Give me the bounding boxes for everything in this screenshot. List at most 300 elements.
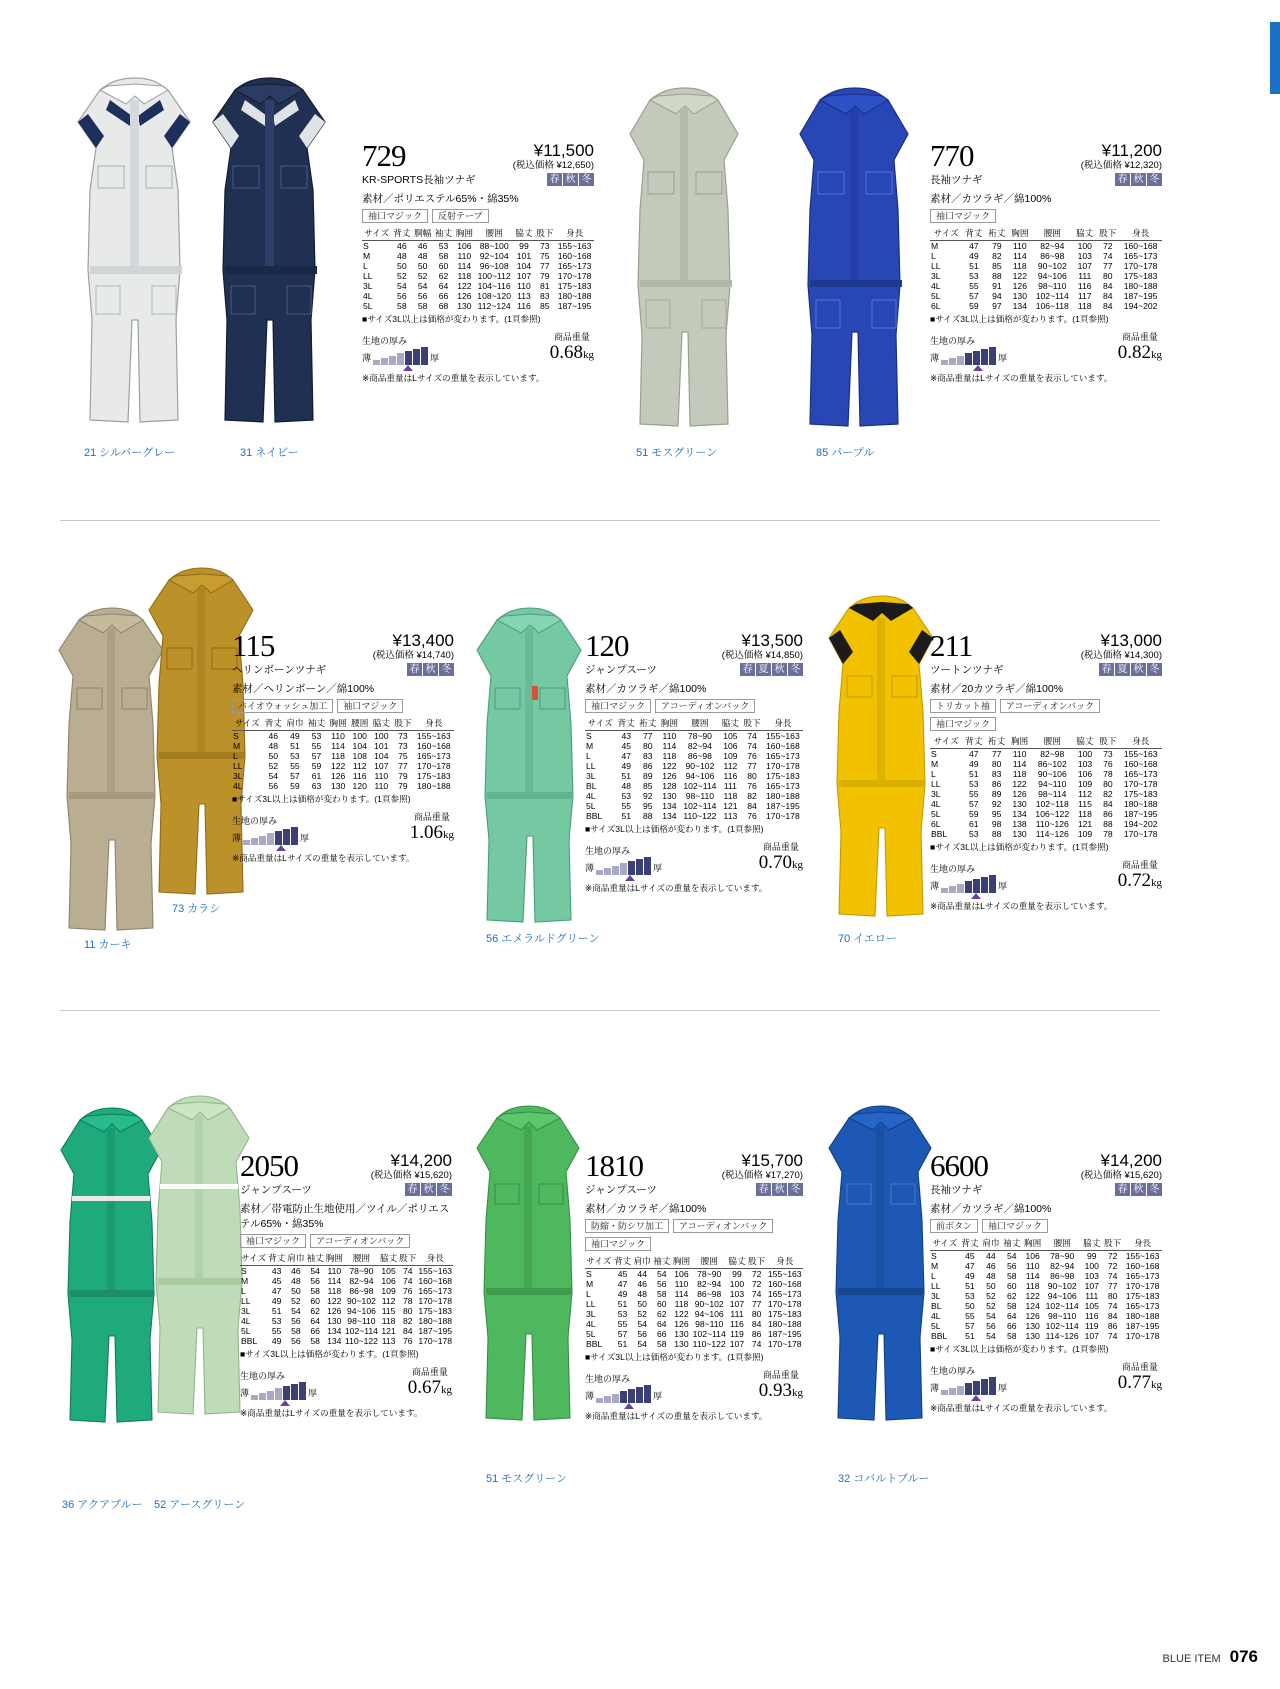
product-price: ¥14,200 [1100, 1151, 1162, 1170]
size-table-body [232, 731, 454, 792]
size-table-body [930, 1251, 1162, 1342]
table-cell: 95 [991, 809, 1002, 819]
product-material: 素材／カツラギ／綿100% [585, 1203, 707, 1215]
table-cell: 118 [457, 271, 472, 281]
season-badge: 秋 [772, 1183, 787, 1196]
col-head: 背丈 [262, 717, 284, 731]
table-cell: 55 [965, 1311, 975, 1321]
table-row [240, 1316, 453, 1326]
table-cell: 107 [516, 271, 532, 281]
table-cell: 160~168 [417, 741, 451, 751]
table-row [930, 759, 1162, 769]
thickness-bar [644, 857, 651, 875]
table-cell: 98~110 [1048, 1311, 1077, 1321]
color-caption: 70 イエロー [838, 933, 897, 945]
table-cell: 118 [1078, 809, 1092, 819]
thin-label: 薄 [585, 1391, 595, 1401]
season-badge: 秋 [563, 173, 578, 186]
table-cell: 83 [540, 291, 550, 301]
table-cell: 62 [438, 271, 449, 281]
product-name: ジャンプスーツ [240, 1184, 312, 1196]
table-row [362, 281, 594, 291]
product-price-incl: (税込価格 ¥12,320) [1080, 160, 1162, 171]
table-cell: 84 [1102, 281, 1113, 291]
product-photo-770-moss [620, 80, 750, 440]
table-cell: BBL [241, 1336, 258, 1346]
product-price: ¥13,500 [741, 631, 803, 650]
product-price: ¥11,500 [533, 141, 594, 160]
feature-tags [930, 209, 1162, 223]
thickness-bar [628, 1389, 635, 1403]
table-cell: 94~106 [1037, 271, 1067, 281]
table-row [240, 1266, 453, 1277]
table-cell: 118 [1077, 301, 1092, 311]
table-cell: 86~98 [697, 1289, 722, 1299]
page-number: 076 [1229, 1647, 1258, 1666]
product-material: 素材／カツラギ／綿100% [930, 193, 1052, 205]
table-cell: 56 [1006, 1261, 1017, 1271]
table-row [585, 731, 803, 742]
season-badge: 秋 [1131, 173, 1146, 186]
weight-label: 商品重量 [413, 812, 450, 822]
product-code: 770 [930, 138, 974, 173]
table-cell: 84 [1102, 291, 1113, 301]
season-badge: 冬 [437, 1183, 452, 1196]
thickness-bar [612, 866, 619, 875]
table-cell: 187~195 [767, 1329, 802, 1339]
table-cell: 50 [965, 1301, 975, 1311]
table-cell: 121 [1077, 819, 1093, 829]
thickness-bar [989, 875, 996, 893]
table-cell: 56 [986, 1321, 996, 1331]
size-note: ■サイズ3L以上は価格が変わります。(1頁参照) [232, 794, 411, 804]
table-row [930, 799, 1162, 809]
table-cell: 165~173 [418, 1286, 453, 1296]
table-cell: M [931, 759, 939, 769]
table-cell: 175~183 [418, 1306, 453, 1316]
thickness-bar [981, 1379, 988, 1395]
table-cell: 56 [268, 781, 279, 791]
table-cell: 77 [1102, 261, 1113, 271]
col-head: サイズ [585, 1255, 613, 1269]
table-cell: 56 [397, 291, 407, 301]
table-cell: 53 [290, 751, 300, 761]
thickness-marker [280, 1400, 290, 1406]
weight-value: 0.70kg [758, 852, 803, 873]
weight-note: ※商品重量はLサイズの重量を表示しています。 [585, 883, 768, 893]
table-cell: 79 [992, 241, 1002, 251]
table-cell: 50 [268, 751, 279, 761]
table-cell: 98~110 [685, 791, 715, 801]
season-badge: 春 [405, 1183, 420, 1196]
weight-note: ※商品重量はLサイズの重量を表示しています。 [930, 373, 1113, 383]
table-cell: 43 [621, 731, 632, 741]
table-cell: 102~114 [344, 1326, 378, 1336]
col-head: 股下 [747, 1255, 767, 1269]
col-head: サイズ [585, 717, 615, 731]
table-cell: 115 [1078, 799, 1092, 809]
feature-tag: 袖口マジック [982, 1219, 1048, 1233]
table-cell: 4L [931, 1311, 941, 1321]
feature-tag: 防縮・防シワ加工 [585, 1219, 669, 1233]
product-code: 6600 [930, 1148, 988, 1183]
table-cell: 187~195 [1123, 809, 1158, 819]
thick-label: 厚 [653, 1391, 663, 1401]
thickness-bar [251, 838, 258, 845]
table-row [930, 789, 1162, 799]
thickness-bar [283, 829, 290, 845]
size-table [930, 1237, 1162, 1341]
table-cell: 55 [290, 761, 300, 771]
table-cell: 52 [397, 271, 407, 281]
col-head: 背丈 [962, 735, 985, 749]
product-code: 1810 [585, 1148, 643, 1183]
table-cell: 50 [397, 261, 407, 271]
col-head: 股下 [398, 1252, 417, 1266]
table-cell: 122 [1025, 1291, 1040, 1301]
table-cell: 160~168 [766, 741, 800, 751]
col-head: 身長 [1119, 735, 1162, 749]
weight-value: 0.67kg [407, 1377, 452, 1398]
table-cell: 115 [381, 1306, 396, 1316]
color-caption: 51 モスグリーン [636, 447, 718, 459]
footer-label: BLUE ITEM [1162, 1653, 1221, 1665]
col-head: サイズ [930, 1237, 959, 1251]
table-cell: 56 [417, 291, 428, 301]
thickness-bar [965, 1383, 972, 1395]
table-cell: LL [233, 761, 243, 771]
table-cell: S [931, 749, 937, 759]
table-cell: 80 [402, 1306, 413, 1316]
product-code: 120 [585, 628, 629, 663]
table-cell: 45 [621, 741, 632, 751]
table-cell: 52 [291, 1296, 301, 1306]
table-cell: 83 [991, 769, 1002, 779]
table-cell: 52 [268, 761, 279, 771]
thickness-bars [596, 857, 651, 875]
col-head: 脇丈 [1081, 1237, 1102, 1251]
table-row [232, 771, 454, 781]
table-row [930, 1291, 1162, 1301]
table-row [232, 781, 454, 791]
table-cell: 3L [931, 1291, 941, 1301]
table-cell: 72 [1102, 241, 1113, 251]
table-cell: 46 [637, 1279, 647, 1289]
table-row [930, 829, 1162, 839]
table-cell: 53 [621, 791, 632, 801]
season-badge: 冬 [788, 663, 803, 676]
table-row [362, 241, 594, 252]
table-cell: 103 [729, 1289, 745, 1299]
product-info-2050 [240, 1150, 452, 1419]
table-cell: 160~168 [418, 1276, 453, 1286]
table-cell: 110~126 [1035, 819, 1069, 829]
thickness-bar [381, 358, 388, 365]
table-cell: 92 [643, 791, 653, 801]
thickness-bar [267, 833, 274, 845]
table-cell: M [931, 1261, 939, 1271]
table-cell: 78 [402, 1296, 413, 1306]
table-cell: 105 [723, 731, 738, 741]
weight-note: ※商品重量はLサイズの重量を表示しています。 [585, 1411, 768, 1421]
season-badges [1099, 663, 1162, 676]
table-cell: S [586, 1269, 592, 1279]
table-cell: 86~98 [687, 751, 712, 761]
table-cell: BL [931, 1301, 942, 1311]
table-cell: 155~163 [557, 241, 592, 251]
table-cell: 4L [233, 781, 243, 791]
table-cell: L [931, 1271, 936, 1281]
thickness-label: 生地の厚み [240, 1371, 286, 1381]
table-row [930, 1261, 1162, 1271]
thin-label: 薄 [930, 1383, 940, 1393]
season-badge: 春 [547, 173, 562, 186]
table-row [585, 741, 803, 751]
color-caption: 52 アースグリーン [154, 1499, 246, 1511]
season-badge: 春 [740, 663, 755, 676]
season-badge: 春 [1115, 1183, 1130, 1196]
table-cell: 110 [1012, 749, 1027, 759]
product-price-incl: (税込価格 ¥14,740) [372, 650, 454, 661]
table-row [930, 281, 1162, 291]
table-row [585, 1269, 803, 1280]
table-cell: 119 [1084, 1321, 1099, 1331]
table-cell: 47 [968, 749, 979, 759]
table-cell: 54 [657, 1269, 667, 1279]
product-price-incl: (税込価格 ¥14,850) [721, 650, 803, 661]
col-head: 身長 [414, 717, 454, 731]
table-cell: 76 [402, 1286, 413, 1296]
table-cell: LL [931, 261, 941, 271]
table-cell: 180~188 [766, 791, 800, 801]
col-head: 腰囲 [349, 717, 371, 731]
table-cell: 102~114 [683, 801, 717, 811]
table-cell: 75 [540, 251, 550, 261]
size-table [930, 735, 1162, 839]
table-cell: 170~178 [1123, 779, 1158, 789]
feature-tag: アコーディオンバック [655, 699, 755, 713]
table-cell: 72 [1107, 1261, 1118, 1271]
table-cell: 121 [381, 1326, 396, 1336]
product-name: ヘリンボーンツナギ [232, 664, 327, 676]
col-head: 背丈 [962, 227, 985, 241]
page-footer [1163, 1647, 1258, 1667]
thickness-marker [624, 1403, 634, 1409]
table-cell: 94~106 [346, 1306, 376, 1316]
table-cell: 100 [1077, 241, 1092, 251]
table-cell: L [363, 261, 368, 271]
table-cell: 56 [657, 1279, 667, 1289]
table-cell: S [586, 731, 592, 741]
table-cell: 90~102 [346, 1296, 376, 1306]
product-material: 素材／カツラギ／綿100% [930, 1203, 1052, 1215]
table-row [585, 811, 803, 821]
table-cell: 88 [643, 811, 653, 821]
table-cell: 76 [747, 751, 757, 761]
table-cell: 111 [723, 781, 737, 791]
table-cell: 180~188 [417, 781, 451, 791]
table-cell: 98~110 [1038, 281, 1067, 291]
table-cell: 58 [417, 301, 428, 311]
table-cell: 88 [992, 271, 1002, 281]
table-cell: 165~173 [417, 751, 451, 761]
table-cell: 51 [271, 1306, 282, 1316]
thickness-bar [957, 884, 964, 893]
table-cell: 180~188 [767, 1319, 802, 1329]
thickness-label: 生地の厚み [585, 846, 631, 856]
table-row [585, 791, 803, 801]
table-cell: 4L [586, 1319, 596, 1329]
table-cell: 91 [992, 281, 1002, 291]
thickness-bar [628, 861, 635, 875]
table-cell: 94~106 [694, 1309, 724, 1319]
thickness-bar [596, 870, 603, 875]
table-cell: 82~94 [1040, 241, 1065, 251]
weight-note: ※商品重量はLサイズの重量を表示しています。 [930, 901, 1113, 911]
table-cell: 59 [311, 761, 322, 771]
thickness-bar [620, 863, 627, 875]
season-badge: 夏 [1115, 663, 1130, 676]
table-cell: 100 [374, 731, 389, 741]
table-cell: 130 [1012, 829, 1027, 839]
col-head: 身長 [417, 1252, 453, 1266]
table-cell: 3L [233, 771, 243, 781]
table-cell: 83 [643, 751, 653, 761]
product-photo-120-emerald [468, 600, 593, 930]
table-row [930, 769, 1162, 779]
table-cell: 54 [268, 771, 279, 781]
table-cell: 51 [617, 1339, 628, 1349]
thickness-bars [941, 1377, 996, 1395]
table-cell: 53 [438, 241, 449, 251]
table-row [240, 1286, 453, 1296]
col-head: 胸囲 [1022, 1237, 1043, 1251]
table-cell: 50 [417, 261, 428, 271]
table-cell: 53 [968, 829, 979, 839]
table-cell: 108~120 [477, 291, 511, 301]
product-name: ジャンプスーツ [585, 664, 657, 676]
table-cell: 187~195 [1123, 291, 1158, 301]
table-cell: 94~110 [1038, 779, 1067, 789]
table-cell: 106 [457, 241, 472, 251]
table-cell: 130 [1025, 1331, 1040, 1341]
table-cell: 118 [1012, 769, 1027, 779]
table-cell: 180~188 [1123, 799, 1158, 809]
thickness-bar [949, 886, 956, 893]
season-badge: 冬 [439, 663, 454, 676]
size-table [232, 717, 454, 791]
season-badge: 春 [1099, 663, 1114, 676]
product-photo-729-navy [205, 70, 335, 440]
product-material: 素材／ポリエステル65%・綿35% [362, 193, 519, 205]
season-badge: 秋 [1131, 663, 1146, 676]
table-cell: 116 [723, 771, 738, 781]
table-cell: 3L [363, 281, 373, 291]
table-cell: 90~102 [1047, 1281, 1077, 1291]
table-cell: 111 [1078, 271, 1092, 281]
table-cell: 51 [290, 741, 300, 751]
product-info-120 [585, 630, 803, 894]
thickness-bar [989, 347, 996, 365]
table-cell: 53 [617, 1309, 628, 1319]
table-cell: 175~183 [1123, 271, 1158, 281]
thickness-bar [283, 1386, 290, 1400]
table-cell: 170~178 [417, 761, 451, 771]
table-cell: 4L [931, 799, 941, 809]
table-cell: 88 [991, 829, 1002, 839]
table-cell: 102~114 [1035, 291, 1069, 301]
table-cell: 122 [330, 761, 346, 771]
table-cell: 5L [586, 801, 596, 811]
table-cell: 130 [330, 781, 346, 791]
product-photo-729-silver [70, 70, 200, 440]
product-price: ¥13,400 [392, 631, 454, 650]
table-cell: 101 [516, 251, 532, 261]
table-cell: 76 [747, 781, 757, 791]
table-cell: 88~100 [479, 241, 509, 251]
table-cell: 72 [1107, 1251, 1118, 1261]
table-cell: 111 [1085, 1291, 1099, 1301]
table-cell: 78~90 [687, 731, 712, 741]
table-cell: 106 [1025, 1251, 1040, 1261]
table-cell: 74 [1102, 251, 1113, 261]
table-cell: 126 [457, 291, 472, 301]
table-cell: 94 [992, 291, 1002, 301]
season-badge: 冬 [1147, 173, 1162, 186]
table-cell: 175~183 [767, 1309, 802, 1319]
table-cell: 130 [327, 1316, 342, 1326]
table-cell: 74 [751, 1339, 762, 1349]
table-cell: 122 [1012, 779, 1027, 789]
weight-label: 商品重量 [1121, 860, 1158, 870]
thickness-marker [973, 365, 983, 371]
thickness-bar [989, 1377, 996, 1395]
table-cell: 155~163 [418, 1266, 453, 1276]
table-cell: 86 [1103, 809, 1113, 819]
table-cell: 134 [662, 801, 677, 811]
table-cell: 92 [991, 799, 1002, 809]
size-table-body [585, 1269, 803, 1350]
table-row [585, 761, 803, 771]
weight-label: 商品重量 [553, 332, 590, 342]
season-badge: 夏 [756, 663, 771, 676]
thickness-bars [596, 1385, 651, 1403]
table-cell: 165~173 [557, 261, 592, 271]
table-cell: 180~188 [1123, 281, 1158, 291]
table-cell: 134 [1012, 809, 1027, 819]
table-cell: 126 [1012, 789, 1027, 799]
table-cell: 58 [1006, 1331, 1017, 1341]
table-cell: 134 [662, 811, 677, 821]
table-cell: 3L [931, 789, 941, 799]
col-head: 脇丈 [514, 227, 535, 241]
col-head: 背丈 [615, 717, 637, 731]
table-cell: 48 [637, 1289, 647, 1299]
col-head: 股下 [534, 227, 555, 241]
col-head: 腰囲 [475, 227, 514, 241]
table-cell: 55 [969, 281, 979, 291]
table-cell: 85 [643, 781, 653, 791]
feature-tag: アコーディオンバック [1000, 699, 1100, 713]
col-head: 股下 [741, 717, 763, 731]
product-price: ¥14,200 [390, 1151, 452, 1170]
table-row [362, 271, 594, 281]
table-cell: 116 [517, 301, 531, 311]
table-cell: 114 [662, 741, 677, 751]
table-cell: S [363, 241, 369, 251]
table-cell: 58 [438, 251, 449, 261]
table-cell: 114 [457, 261, 472, 271]
